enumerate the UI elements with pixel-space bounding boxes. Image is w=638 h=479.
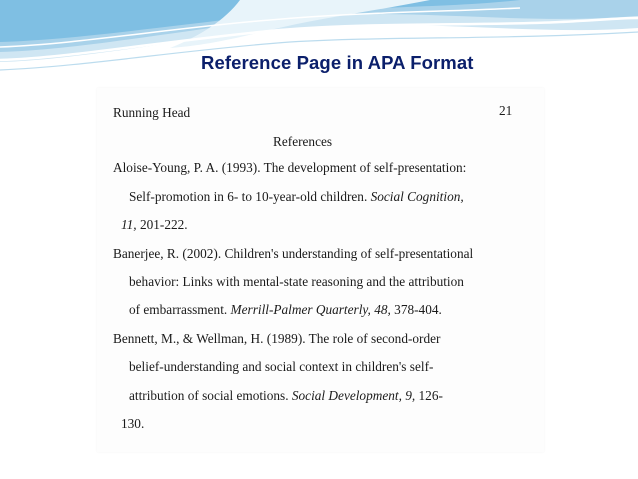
page-number: 21 — [499, 103, 513, 118]
references-heading: References — [273, 134, 333, 149]
reference-3-line-3: attribution of social emotions. Social Development, 9, 126- — [129, 388, 443, 403]
running-head: Running Head — [113, 105, 191, 120]
reference-1-line-1: Aloise-Young, P. A. (1993). The development of self-presentation: — [113, 160, 467, 175]
reference-3-line-4: 130. — [121, 416, 145, 431]
reference-2-line-2: behavior: Links with mental-state reasoning and the attribution — [129, 274, 464, 289]
reference-1-line-3: 11, 201-222. — [121, 217, 188, 232]
reference-3-line-2: belief-understanding and social context in children's self- — [129, 359, 434, 374]
reference-page-image — [97, 88, 544, 452]
reference-2-line-1: Banerjee, R. (2002). Children's understanding of self-presentational — [113, 246, 474, 261]
slide-title: Reference Page in APA Format — [201, 52, 474, 73]
reference-3-line-1: Bennett, M., & Wellman, H. (1989). The role of second-order — [113, 331, 441, 346]
reference-1-line-2: Self-promotion in 6- to 10-year-old children. Social Cognition, — [129, 189, 464, 204]
reference-2-line-3: of embarrassment. Merrill-Palmer Quarterly, 48, 378-404. — [129, 302, 442, 317]
